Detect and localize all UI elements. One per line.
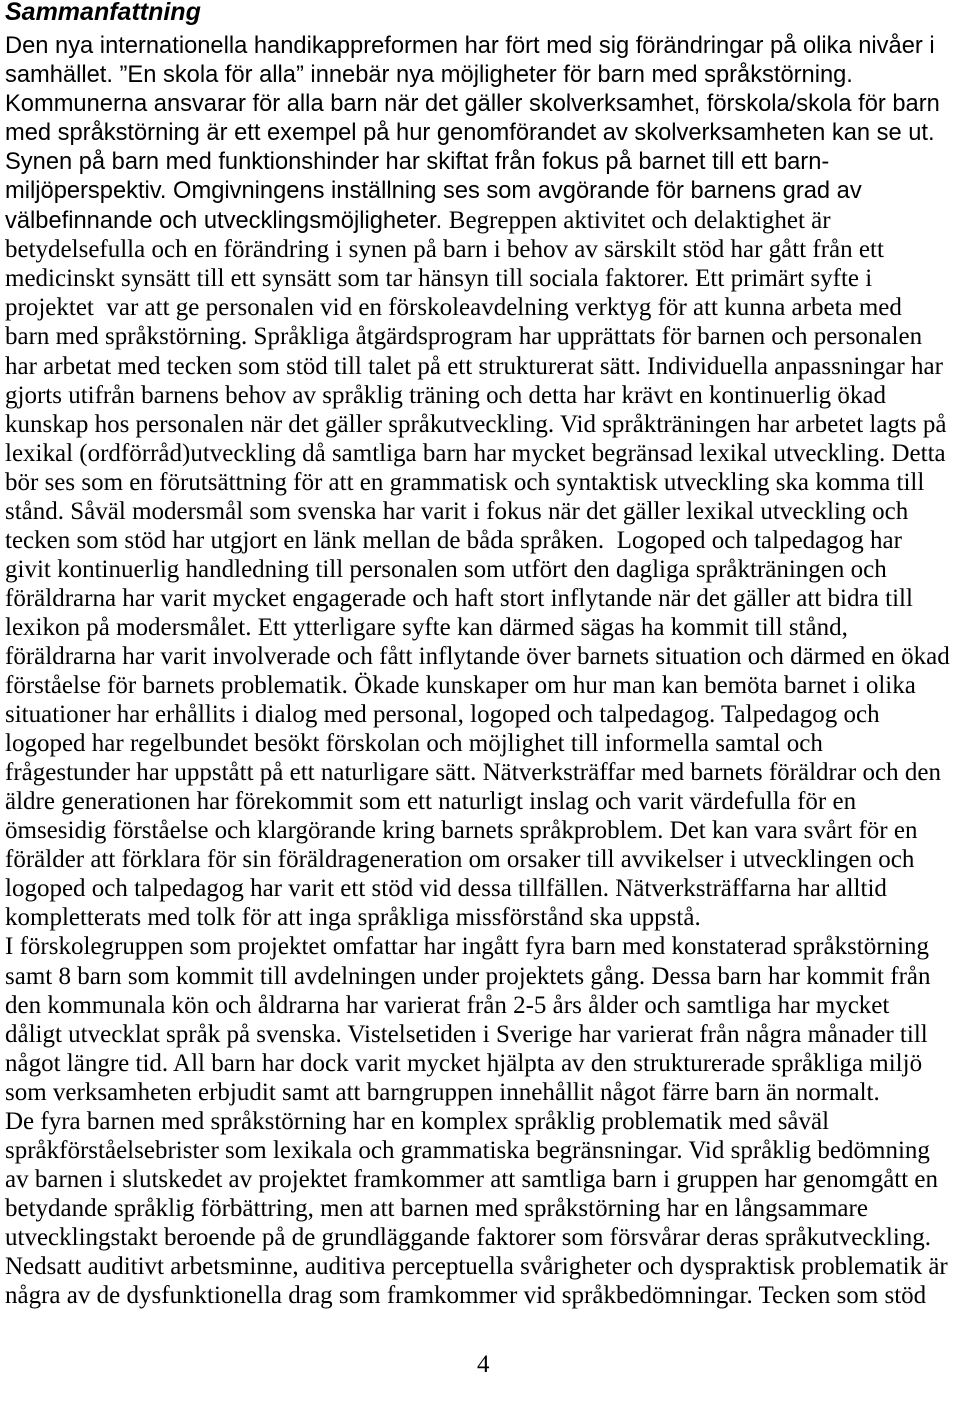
text-line: Kommunerna ansvarar för alla barn när det gäller skolverksamhet, förskola/skola för barn bbox=[5, 91, 940, 118]
text-line: kompletterats med tolk för att inga språkliga missförstånd ska uppstå. bbox=[5, 904, 701, 932]
text-line: projektet var att ge personalen vid en förskoleavdelning verktyg för att kunna arbeta med bbox=[5, 294, 902, 322]
text-line: förälder att förklara för sin föräldrageneration om orsaker till avvikelser i utvecklingen och bbox=[5, 846, 915, 874]
text-line: några av de dysfunktionella drag som framkommer vid språkbedömningar. Tecken som stöd bbox=[5, 1282, 927, 1310]
text-line: något längre tid. All barn har dock varit mycket hjälpta av den strukturerade språkliga miljö bbox=[5, 1049, 923, 1077]
text-line: barn med språkstörning. Språkliga åtgärdsprogram har upprättats för barnen och personalen bbox=[5, 323, 923, 351]
text-line: med språkstörning är ett exempel på hur genomförandet av skolverksamheten kan se ut. bbox=[5, 120, 935, 147]
text-line: miljöperspektiv. Omgivningens inställning ses som avgörande för barnens grad av bbox=[5, 178, 862, 205]
text-line: Den nya internationella handikappreformen har fört med sig förändringar på olika nivåer i bbox=[5, 33, 935, 59]
text-line: kunskap hos personalen när det gäller språkutveckling. Vid språkträningen har arbetet lagts på bbox=[5, 410, 947, 438]
text-segment: välbefinnande och utvecklingsmöjligheter. bbox=[5, 208, 449, 235]
text-line: samt 8 barn som kommit till avdelningen under projektets gång. Dessa barn har kommit från bbox=[5, 962, 931, 990]
text-line: situationer har erhållits i dialog med personal, logoped och talpedagog. Talpedagog och bbox=[5, 701, 880, 729]
text-line: äldre generationen har förekommit som ett naturligt inslag och varit värdefulla för en bbox=[5, 788, 857, 816]
text-line: lexikon på modersmålet. Ett ytterligare syfte kan därmed sägas ha kommit till stånd, bbox=[5, 613, 848, 641]
text-line: utvecklingstakt beroende på de grundläggande faktorer som försvårar deras språkutveckling. bbox=[5, 1223, 932, 1251]
text-line: Nedsatt auditivt arbetsminne, auditiva perceptuella svårigheter och dyspraktisk problematik är bbox=[5, 1252, 948, 1280]
text-line: har arbetat med tecken som stöd till talet på ett strukturerat sätt. Individuella anpassningar har bbox=[5, 352, 943, 380]
text-segment: Begreppen aktivitet och delaktighet är bbox=[448, 207, 831, 235]
text-line: gjorts utifrån barnens behov av språklig träning och detta har krävt en kontinuerlig ökad bbox=[5, 381, 886, 409]
text-line: som verksamheten erbjudit samt att barngruppen innehållit något färre barn än normalt. bbox=[5, 1078, 880, 1106]
text-line: lexikal (ordförråd)utveckling då samtliga barn har mycket begränsad lexikal utveckling. Detta bbox=[5, 439, 946, 467]
text-line: språkförståelsebrister som lexikala och grammatiska begränsningar. Vid språklig bedömning bbox=[5, 1136, 930, 1164]
text-line: ömsesidig förståelse och klargörande kring barnets språkproblem. Det kan vara svårt för en bbox=[5, 817, 918, 845]
text-line: föräldrarna har varit mycket engagerade och haft stort inflytande när det gäller att bidra till bbox=[5, 584, 913, 612]
text-line: frågestunder har uppstått på ett naturligare sätt. Nätverksträffar med barnets föräldrar och den bbox=[5, 759, 941, 787]
text-line: betydande språklig förbättring, men att barnen med språkstörning har en långsammare bbox=[5, 1194, 868, 1222]
page-number: 4 bbox=[477, 1351, 490, 1378]
text-line: av barnen i slutskedet av projektet framkommer att samtliga barn i gruppen har genomgått en bbox=[5, 1165, 939, 1193]
text-line: tecken som stöd har utgjort en länk mellan de båda språken. Logoped och talpedagog har bbox=[5, 526, 902, 554]
summary-body bbox=[5, 32, 955, 1310]
text-line: betydelsefulla och en förändring i synen på barn i behov av särskilt stöd har gått från ett bbox=[5, 236, 884, 264]
text-line: samhället. ”En skola för alla” innebär nya möjligheter för barn med språkstörning. bbox=[5, 62, 853, 89]
text-line: förståelse för barnets problematik. Ökade kunskaper om hur man kan bemöta barnet i olika bbox=[5, 672, 916, 700]
text-line: logoped har regelbundet besökt förskolan och möjlighet till informella samtal och bbox=[5, 730, 823, 758]
text-line: medicinskt synsätt till ett synsätt som tar hänsyn till sociala faktorer. Ett primärt syfte i bbox=[5, 265, 873, 293]
text-line: Synen på barn med funktionshinder har skiftat från fokus på barnet till ett barn- bbox=[5, 149, 830, 176]
text-line: I förskolegruppen som projektet omfattar har ingått fyra barn med konstaterad språkstörning bbox=[5, 933, 930, 961]
text-line: De fyra barnen med språkstörning har en komplex språklig problematik med såväl bbox=[5, 1107, 830, 1135]
text-line: bör ses som en förutsättning för att en grammatisk och syntaktisk utveckling ska komma till bbox=[5, 468, 925, 496]
section-heading: Sammanfattning bbox=[5, 0, 201, 26]
text-line: den kommunala kön och åldrarna har varierat från 2-5 års ålder och samtliga har mycket bbox=[5, 991, 890, 1019]
text-line: stånd. Såväl modersmål som svenska har varit i fokus när det gäller lexikal utveckling och bbox=[5, 497, 909, 525]
text-line: logoped och talpedagog har varit ett stöd vid dessa tillfällen. Nätverksträffarna har alltid bbox=[5, 875, 887, 903]
text-line bbox=[5, 206, 955, 235]
text-line: givit kontinuerlig handledning till personalen som utfört den dagliga språkträningen och bbox=[5, 555, 887, 583]
text-line: dåligt utvecklat språk på svenska. Vistelsetiden i Sverige har varierat från några månader till bbox=[5, 1020, 928, 1048]
text-line: föräldrarna har varit involverade och fått inflytande över barnets situation och därmed en ökad bbox=[5, 642, 950, 670]
